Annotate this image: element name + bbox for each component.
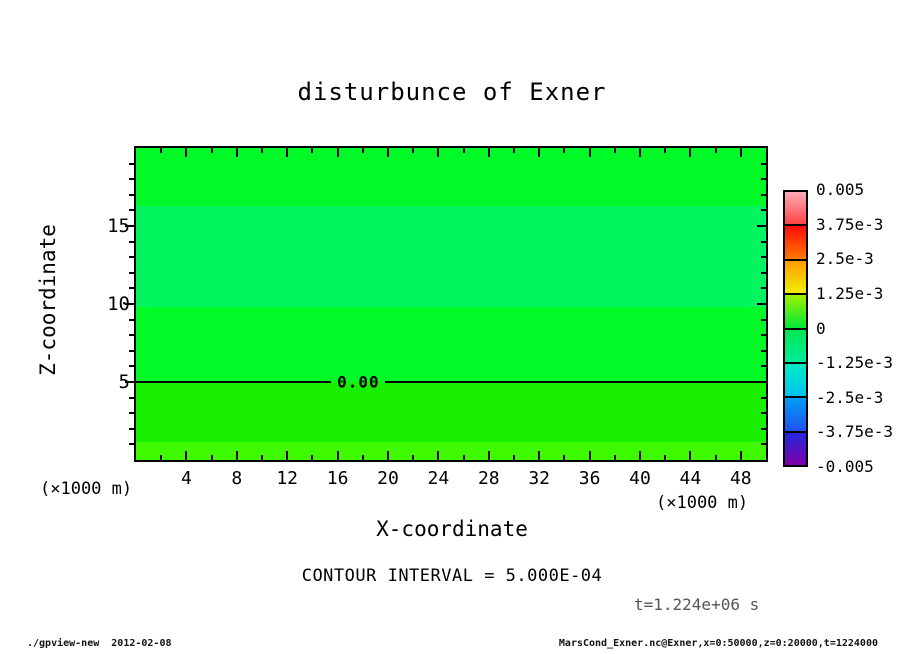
x-major-tick <box>185 451 187 460</box>
y-tick-label: 5 <box>118 371 130 393</box>
x-major-tick <box>740 148 742 157</box>
colorbar-segment <box>785 330 806 364</box>
x-major-tick <box>639 451 641 460</box>
y-minor-tick <box>129 194 134 196</box>
x-minor-tick <box>715 148 717 153</box>
colorbar <box>783 190 808 467</box>
x-major-tick <box>236 451 238 460</box>
x-minor-tick <box>563 455 565 460</box>
colorbar-tick-label: 0 <box>816 318 826 338</box>
x-major-tick <box>689 148 691 157</box>
y-minor-tick <box>129 178 134 180</box>
x-tick-label: 20 <box>377 468 399 489</box>
y-major-tick <box>757 303 766 305</box>
x-tick-label: 16 <box>326 468 349 489</box>
colorbar-tick-label: 3.75e-3 <box>816 214 884 234</box>
colorbar-segment <box>785 261 806 295</box>
footer-command-line: ./gpview-new 2012-02-08 <box>27 638 172 649</box>
y-minor-tick <box>129 428 134 430</box>
x-minor-tick <box>362 455 364 460</box>
colorbar-tick-label: -2.5e-3 <box>816 387 884 407</box>
colorbar-tick-label: 2.5e-3 <box>816 249 874 269</box>
y-minor-tick <box>129 350 134 352</box>
contour-shade-band <box>136 307 766 382</box>
y-minor-tick <box>129 412 134 414</box>
x-major-tick <box>740 451 742 460</box>
y-minor-tick <box>761 334 766 336</box>
colorbar-tick-label: -0.005 <box>816 457 874 476</box>
y-minor-tick <box>761 287 766 289</box>
x-tick-label: 44 <box>679 468 702 489</box>
x-minor-tick <box>261 455 263 460</box>
y-minor-tick <box>129 334 134 336</box>
x-minor-tick <box>513 455 515 460</box>
x-major-tick <box>639 148 641 157</box>
x-minor-tick <box>362 148 364 153</box>
x-major-tick <box>337 148 339 157</box>
footer-source-file: MarsCond_Exner.nc@Exner,x=0:50000,z=0:20000,t=1224000 <box>558 638 878 649</box>
x-tick-label: 28 <box>477 468 500 489</box>
y-axis-unit: (×1000 m) <box>40 479 133 499</box>
y-minor-tick <box>761 272 766 274</box>
contour-shade-band <box>136 382 766 442</box>
x-minor-tick <box>513 148 515 153</box>
colorbar-segment <box>785 433 806 465</box>
x-major-tick <box>538 451 540 460</box>
y-minor-tick <box>761 365 766 367</box>
contour-interval-caption: CONTOUR INTERVAL = 5.000E-04 <box>301 566 603 586</box>
x-minor-tick <box>261 148 263 153</box>
colorbar-segment <box>785 295 806 329</box>
x-minor-tick <box>664 455 666 460</box>
x-minor-tick <box>614 455 616 460</box>
y-minor-tick <box>129 209 134 211</box>
x-axis-title: X-coordinate <box>376 517 528 541</box>
x-minor-tick <box>412 455 414 460</box>
zero-contour-label: 0.00 <box>337 372 380 392</box>
x-minor-tick <box>614 148 616 153</box>
x-minor-tick <box>211 455 213 460</box>
timestamp-label: t=1.224e+06 s <box>634 595 760 614</box>
x-minor-tick <box>664 148 666 153</box>
x-minor-tick <box>563 148 565 153</box>
y-major-tick <box>757 381 766 383</box>
x-axis-unit: (×1000 m) <box>656 493 749 513</box>
x-major-tick <box>185 148 187 157</box>
y-minor-tick <box>761 256 766 258</box>
y-minor-tick <box>761 350 766 352</box>
x-minor-tick <box>311 455 313 460</box>
y-minor-tick <box>761 428 766 430</box>
y-minor-tick <box>129 241 134 243</box>
y-minor-tick <box>129 443 134 445</box>
x-major-tick <box>589 451 591 460</box>
y-minor-tick <box>129 256 134 258</box>
y-minor-tick <box>761 241 766 243</box>
x-major-tick <box>437 148 439 157</box>
y-tick-label: 10 <box>107 293 130 315</box>
zero-contour-line <box>136 381 331 383</box>
y-minor-tick <box>761 443 766 445</box>
x-minor-tick <box>160 455 162 460</box>
colorbar-tick-label: -1.25e-3 <box>816 353 894 373</box>
y-minor-tick <box>761 178 766 180</box>
colorbar-tick-label: 0.005 <box>816 180 865 199</box>
x-major-tick <box>286 451 288 460</box>
colorbar-segment <box>785 364 806 398</box>
x-major-tick <box>286 148 288 157</box>
colorbar-tick-label: -3.75e-3 <box>816 422 894 442</box>
plot-area <box>134 146 768 462</box>
x-tick-label: 4 <box>180 468 192 489</box>
x-major-tick <box>689 451 691 460</box>
x-major-tick <box>437 451 439 460</box>
y-minor-tick <box>129 319 134 321</box>
y-minor-tick <box>761 319 766 321</box>
y-minor-tick <box>129 163 134 165</box>
y-minor-tick <box>761 209 766 211</box>
x-tick-label: 36 <box>578 468 601 489</box>
colorbar-segment <box>785 192 806 226</box>
y-minor-tick <box>761 397 766 399</box>
contour-shade-band <box>136 206 766 307</box>
x-minor-tick <box>211 148 213 153</box>
plot-title: disturbunce of Exner <box>297 78 607 106</box>
x-tick-label: 8 <box>231 468 243 489</box>
x-major-tick <box>538 148 540 157</box>
y-minor-tick <box>761 194 766 196</box>
x-major-tick <box>387 451 389 460</box>
x-minor-tick <box>715 455 717 460</box>
y-minor-tick <box>129 287 134 289</box>
y-axis-title-text: Z-coordinate <box>36 224 60 376</box>
colorbar-tick-label: 1.25e-3 <box>816 283 884 303</box>
y-minor-tick <box>761 412 766 414</box>
zero-contour-line <box>385 381 766 383</box>
y-minor-tick <box>129 272 134 274</box>
contour-shade-band <box>136 442 766 460</box>
colorbar-segment <box>785 398 806 432</box>
x-minor-tick <box>463 455 465 460</box>
x-minor-tick <box>311 148 313 153</box>
colorbar-segment <box>785 226 806 260</box>
y-minor-tick <box>129 397 134 399</box>
contour-shade-band <box>136 148 766 206</box>
x-major-tick <box>387 148 389 157</box>
x-major-tick <box>236 148 238 157</box>
x-tick-label: 24 <box>427 468 450 489</box>
y-tick-label: 15 <box>107 215 130 237</box>
x-major-tick <box>488 451 490 460</box>
x-minor-tick <box>463 148 465 153</box>
x-major-tick <box>488 148 490 157</box>
y-minor-tick <box>761 163 766 165</box>
x-major-tick <box>337 451 339 460</box>
y-minor-tick <box>129 365 134 367</box>
y-major-tick <box>757 225 766 227</box>
x-minor-tick <box>160 148 162 153</box>
x-minor-tick <box>412 148 414 153</box>
x-major-tick <box>589 148 591 157</box>
x-tick-label: 40 <box>629 468 651 489</box>
x-tick-label: 32 <box>528 468 551 489</box>
x-tick-label: 12 <box>276 468 299 489</box>
x-tick-label: 48 <box>729 468 752 489</box>
